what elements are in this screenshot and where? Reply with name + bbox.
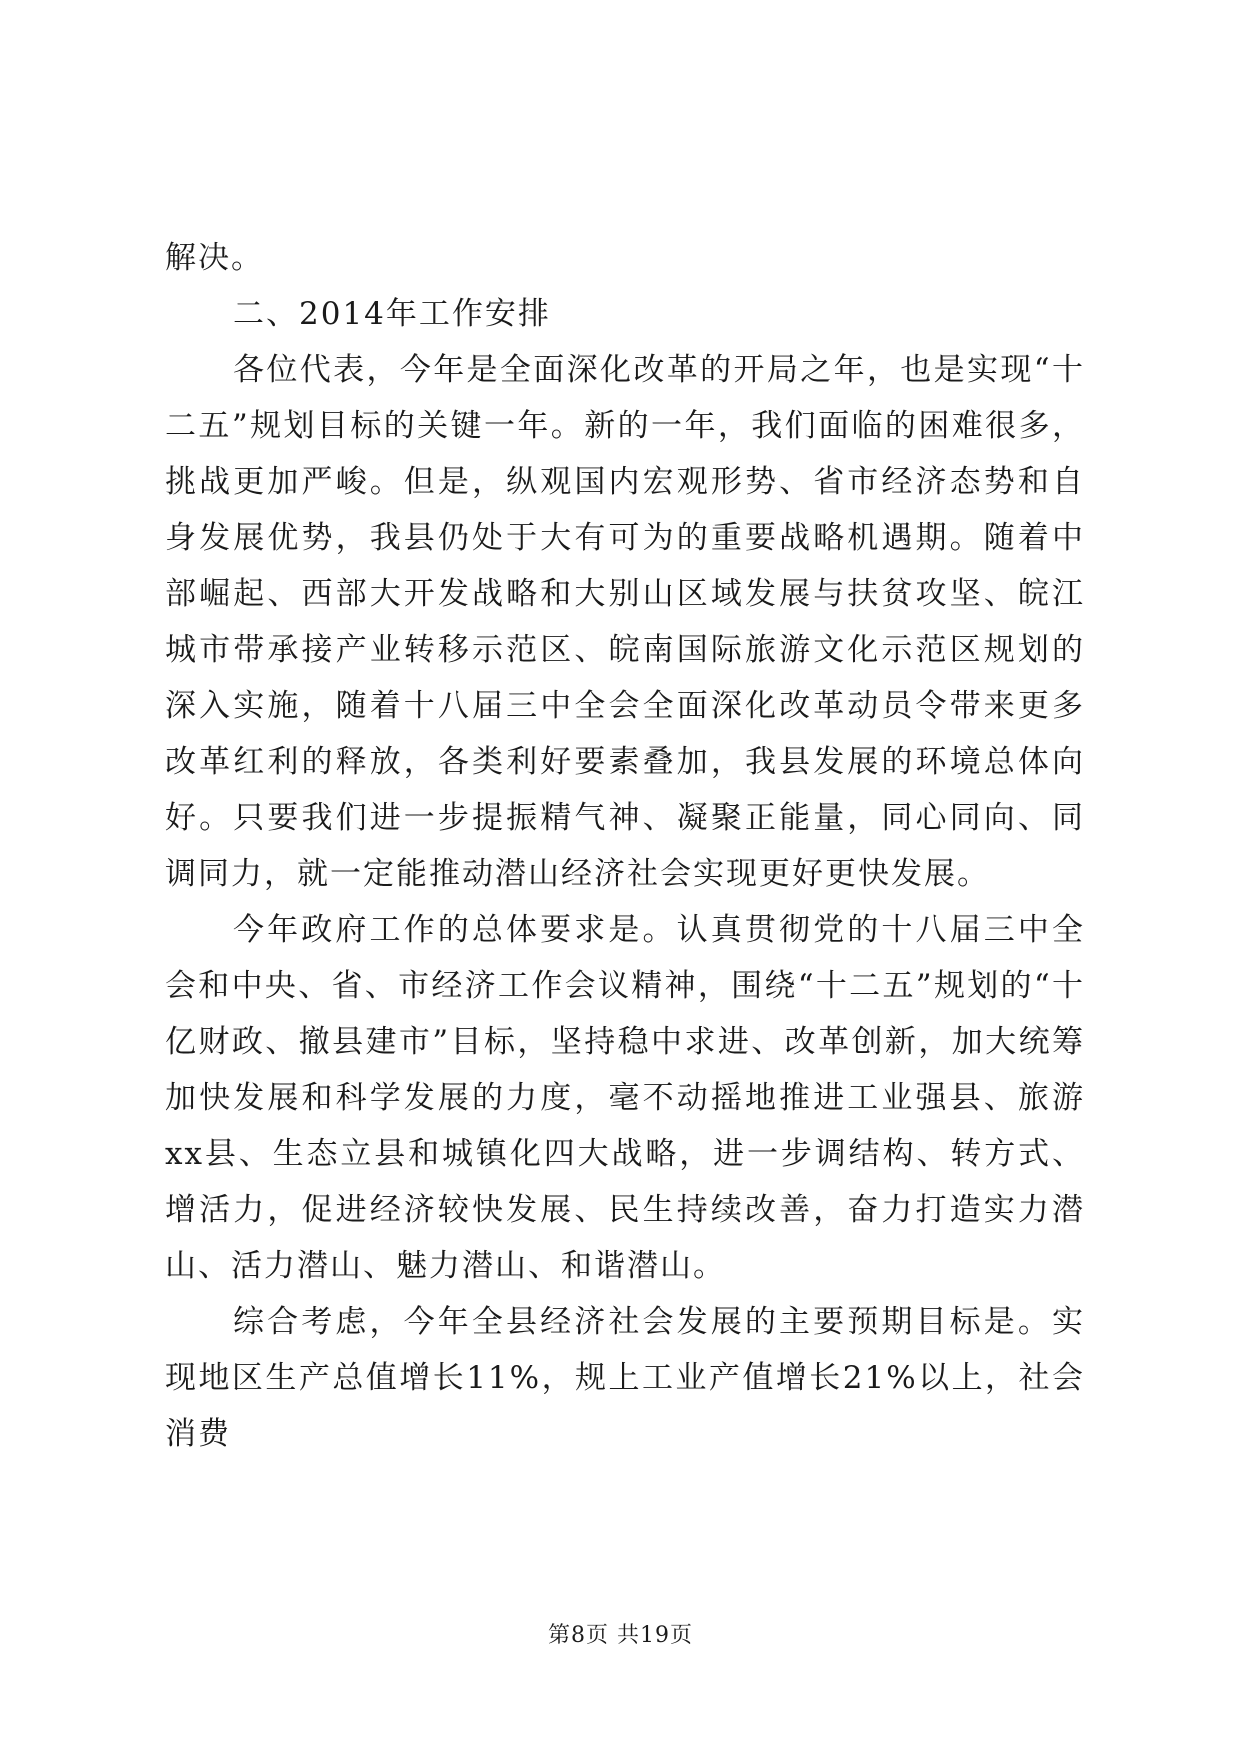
paragraph: 各位代表，今年是全面深化改革的开局之年，也是实现“十二五”规划目标的关键一年。新的一年，我们面临的困难很多，挑战更加严峻。但是，纵观国内宏观形势、省市经济态势和自身发展优势，我县仍处于大有可为的重要战略机遇期。随着中部崛起、西部大开发战略和大别山区域发展与扶贫攻坚、皖江城市带承接产业转移示范区、皖南国际旅游文化示范区规划的深入实施，随着十八届三中全会全面深化改革动员令带来更多改革红利的释放，各类利好要素叠加，我县发展的环境总体向好。只要我们进一步提振精气神、凝聚正能量，同心同向、同调同力，就一定能推动潜山经济社会实现更好更快发展。 <box>165 352 1085 892</box>
document-body <box>165 230 1085 1462</box>
paragraph-continuation: 解决。 <box>165 240 264 276</box>
paragraph: 综合考虑，今年全县经济社会发展的主要预期目标是。实现地区生产总值增长11%，规上工业产值增长21%以上，社会消费 <box>165 1304 1085 1452</box>
section-heading: 二、2014年工作安排 <box>233 296 551 332</box>
page-number-footer: 第8页 共19页 <box>548 1623 693 1648</box>
paragraph: 今年政府工作的总体要求是。认真贯彻党的十八届三中全会和中央、省、市经济工作会议精神，围绕“十二五”规划的“十亿财政、撤县建市”目标，坚持稳中求进、改革创新，加大统筹加快发展和科学发展的力度，毫不动摇地推进工业强县、旅游xx县、生态立县和城镇化四大战略，进一步调结构、转方式、增活力，促进经济较快发展、民生持续改善，奋力打造实力潜山、活力潜山、魅力潜山、和谐潜山。 <box>165 912 1085 1284</box>
